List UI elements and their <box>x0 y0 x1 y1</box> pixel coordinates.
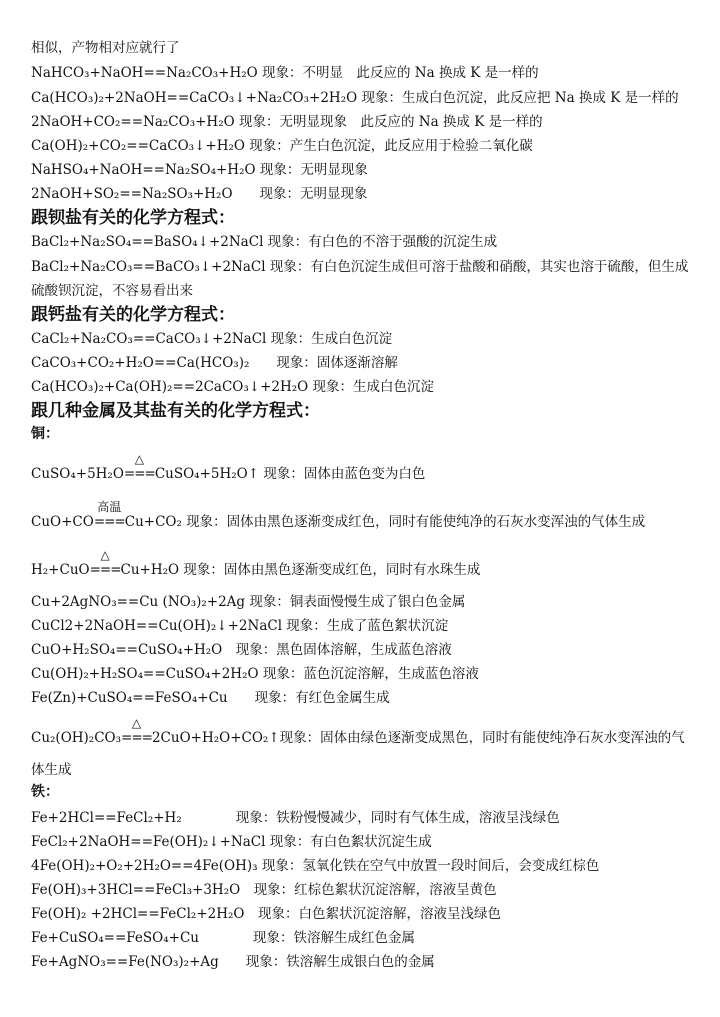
text-line: 相似，产物相对应就行了 <box>31 40 180 56</box>
equation-line: CuO+H₂SO₄==CuSO₄+H₂O 现象：黑色固体溶解，生成蓝色溶液 <box>31 642 452 658</box>
equation-line: 2NaOH+CO₂==Na₂CO₃+H₂O 现象：无明显现象 此反应的 Na 换成 K 是一样的 <box>31 114 543 130</box>
equation-line: CaCl₂+Na₂CO₃==CaCO₃↓+2NaCl 现象：生成白色沉淀 <box>31 331 393 347</box>
section-heading-calcium: 跟钙盐有关的化学方程式： <box>31 305 235 325</box>
copper-label: 铜： <box>31 426 59 442</box>
equation-line: BaCl₂+Na₂SO₄==BaSO₄↓+2NaCl 现象：有白色的不溶于强酸的沉淀生成 <box>31 234 498 250</box>
equation-line: BaCl₂+Na₂CO₃==BaCO₃↓+2NaCl 现象：有白色沉淀生成但可溶于盐酸和硝酸，其实也溶于硫酸，但生成 <box>31 259 689 275</box>
equation-line: Fe+2HCl==FeCl₂+H₂ 现象：铁粉慢慢减少，同时有气体生成，溶液呈浅绿色 <box>31 810 560 826</box>
heat-condition-icon: △ <box>100 548 110 562</box>
equation-line-condition: CuO+CO 高温 ===Cu+CO₂ 现象：固体由黑色逐渐变成红色，同时有能使纯净的石灰水变浑浊的气体生成 <box>31 500 646 530</box>
equation-line: Cu+2AgNO₃==Cu (NO₃)₂+2Ag 现象：铜表面慢慢生成了银白色金属 <box>31 594 466 610</box>
equation-line: CaCO₃+CO₂+H₂O==Ca(HCO₃)₂ 现象：固体逐渐溶解 <box>31 355 398 371</box>
equation-line: Cu(OH)₂+H₂SO₄==CuSO₄+2H₂O 现象：蓝色沉淀溶解，生成蓝色溶液 <box>31 666 479 682</box>
equation-line: NaHCO₃+NaOH==Na₂CO₃+H₂O 现象：不明显 此反应的 Na 换成 K 是一样的 <box>31 65 539 81</box>
equation-line: Fe+AgNO₃==Fe(NO₃)₂+Ag 现象：铁溶解生成银白色的金属 <box>31 954 435 970</box>
equation-line: Fe+CuSO₄==FeSO₄+Cu 现象：铁溶解生成红色金属 <box>31 930 415 946</box>
equation-line: NaHSO₄+NaOH==Na₂SO₄+H₂O 现象：无明显现象 <box>31 162 368 178</box>
condition-equals: △ === <box>123 452 155 482</box>
section-heading-metals: 跟几种金属及其盐有关的化学方程式： <box>31 401 320 421</box>
equation-line: Ca(OH)₂+CO₂==CaCO₃↓+H₂O 现象：产生白色沉淀，此反应用于检验二氧化碳 <box>31 138 533 154</box>
condition-equals: △ === <box>121 716 152 746</box>
equation-line: Fe(OH)₂ +2HCl==FeCl₂+2H₂O 现象：白色絮状沉淀溶解，溶液呈浅绿色 <box>31 906 501 922</box>
equation-line: FeCl₂+2NaOH==Fe(OH)₂↓+NaCl 现象：有白色絮状沉淀生成 <box>31 834 432 850</box>
equation-line: Fe(Zn)+CuSO₄==FeSO₄+Cu 现象：有红色金属生成 <box>31 690 390 706</box>
text-line: 体生成 <box>31 762 72 778</box>
heat-condition-icon: △ <box>131 716 142 730</box>
condition-equals: △ === <box>89 548 121 578</box>
condition-equals: 高温 === <box>93 500 125 530</box>
section-heading-barium: 跟钡盐有关的化学方程式： <box>31 208 235 228</box>
heat-condition-icon: △ <box>134 452 144 466</box>
equation-line: Fe(OH)₃+3HCl==FeCl₃+3H₂O 现象：红棕色絮状沉淀溶解，溶液呈黄色 <box>31 882 497 898</box>
equation-line-condition: CuSO₄+5H₂O △ ===CuSO₄+5H₂O↑ 现象：固体由蓝色变为白色 <box>31 452 426 482</box>
equation-line: 2NaOH+SO₂==Na₂SO₃+H₂O 现象：无明显现象 <box>31 186 368 202</box>
high-temp-condition: 高温 <box>97 500 122 514</box>
iron-label: 铁： <box>31 784 59 800</box>
equation-line-condition: H₂+CuO △ ===Cu+H₂O 现象：固体由黑色逐渐变成红色，同时有水珠生成 <box>31 548 481 578</box>
equation-line: Ca(HCO₃)₂+2NaOH==CaCO₃↓+Na₂CO₃+2H₂O 现象：生成白色沉淀，此反应把 Na 换成 K 是一样的 <box>31 90 679 106</box>
equation-line: Ca(HCO₃)₂+Ca(OH)₂==2CaCO₃↓+2H₂O 现象：生成白色沉淀 <box>31 379 435 395</box>
equation-line: 4Fe(OH)₂+O₂+2H₂O==4Fe(OH)₃ 现象：氢氧化铁在空气中放置一段时间后，会变成红棕色 <box>31 858 600 874</box>
equation-line: CuCl2+2NaOH==Cu(OH)₂↓+2NaCl 现象：生成了蓝色絮状沉淀 <box>31 618 449 634</box>
equation-line-condition: Cu₂(OH)₂CO₃ △ ===2CuO+H₂O+CO₂↑现象：固体由绿色逐渐变成黑色，同时有能使纯净石灰水变浑浊的气 <box>31 716 685 746</box>
text-line: 硫酸钡沉淀，不容易看出来 <box>31 283 193 299</box>
